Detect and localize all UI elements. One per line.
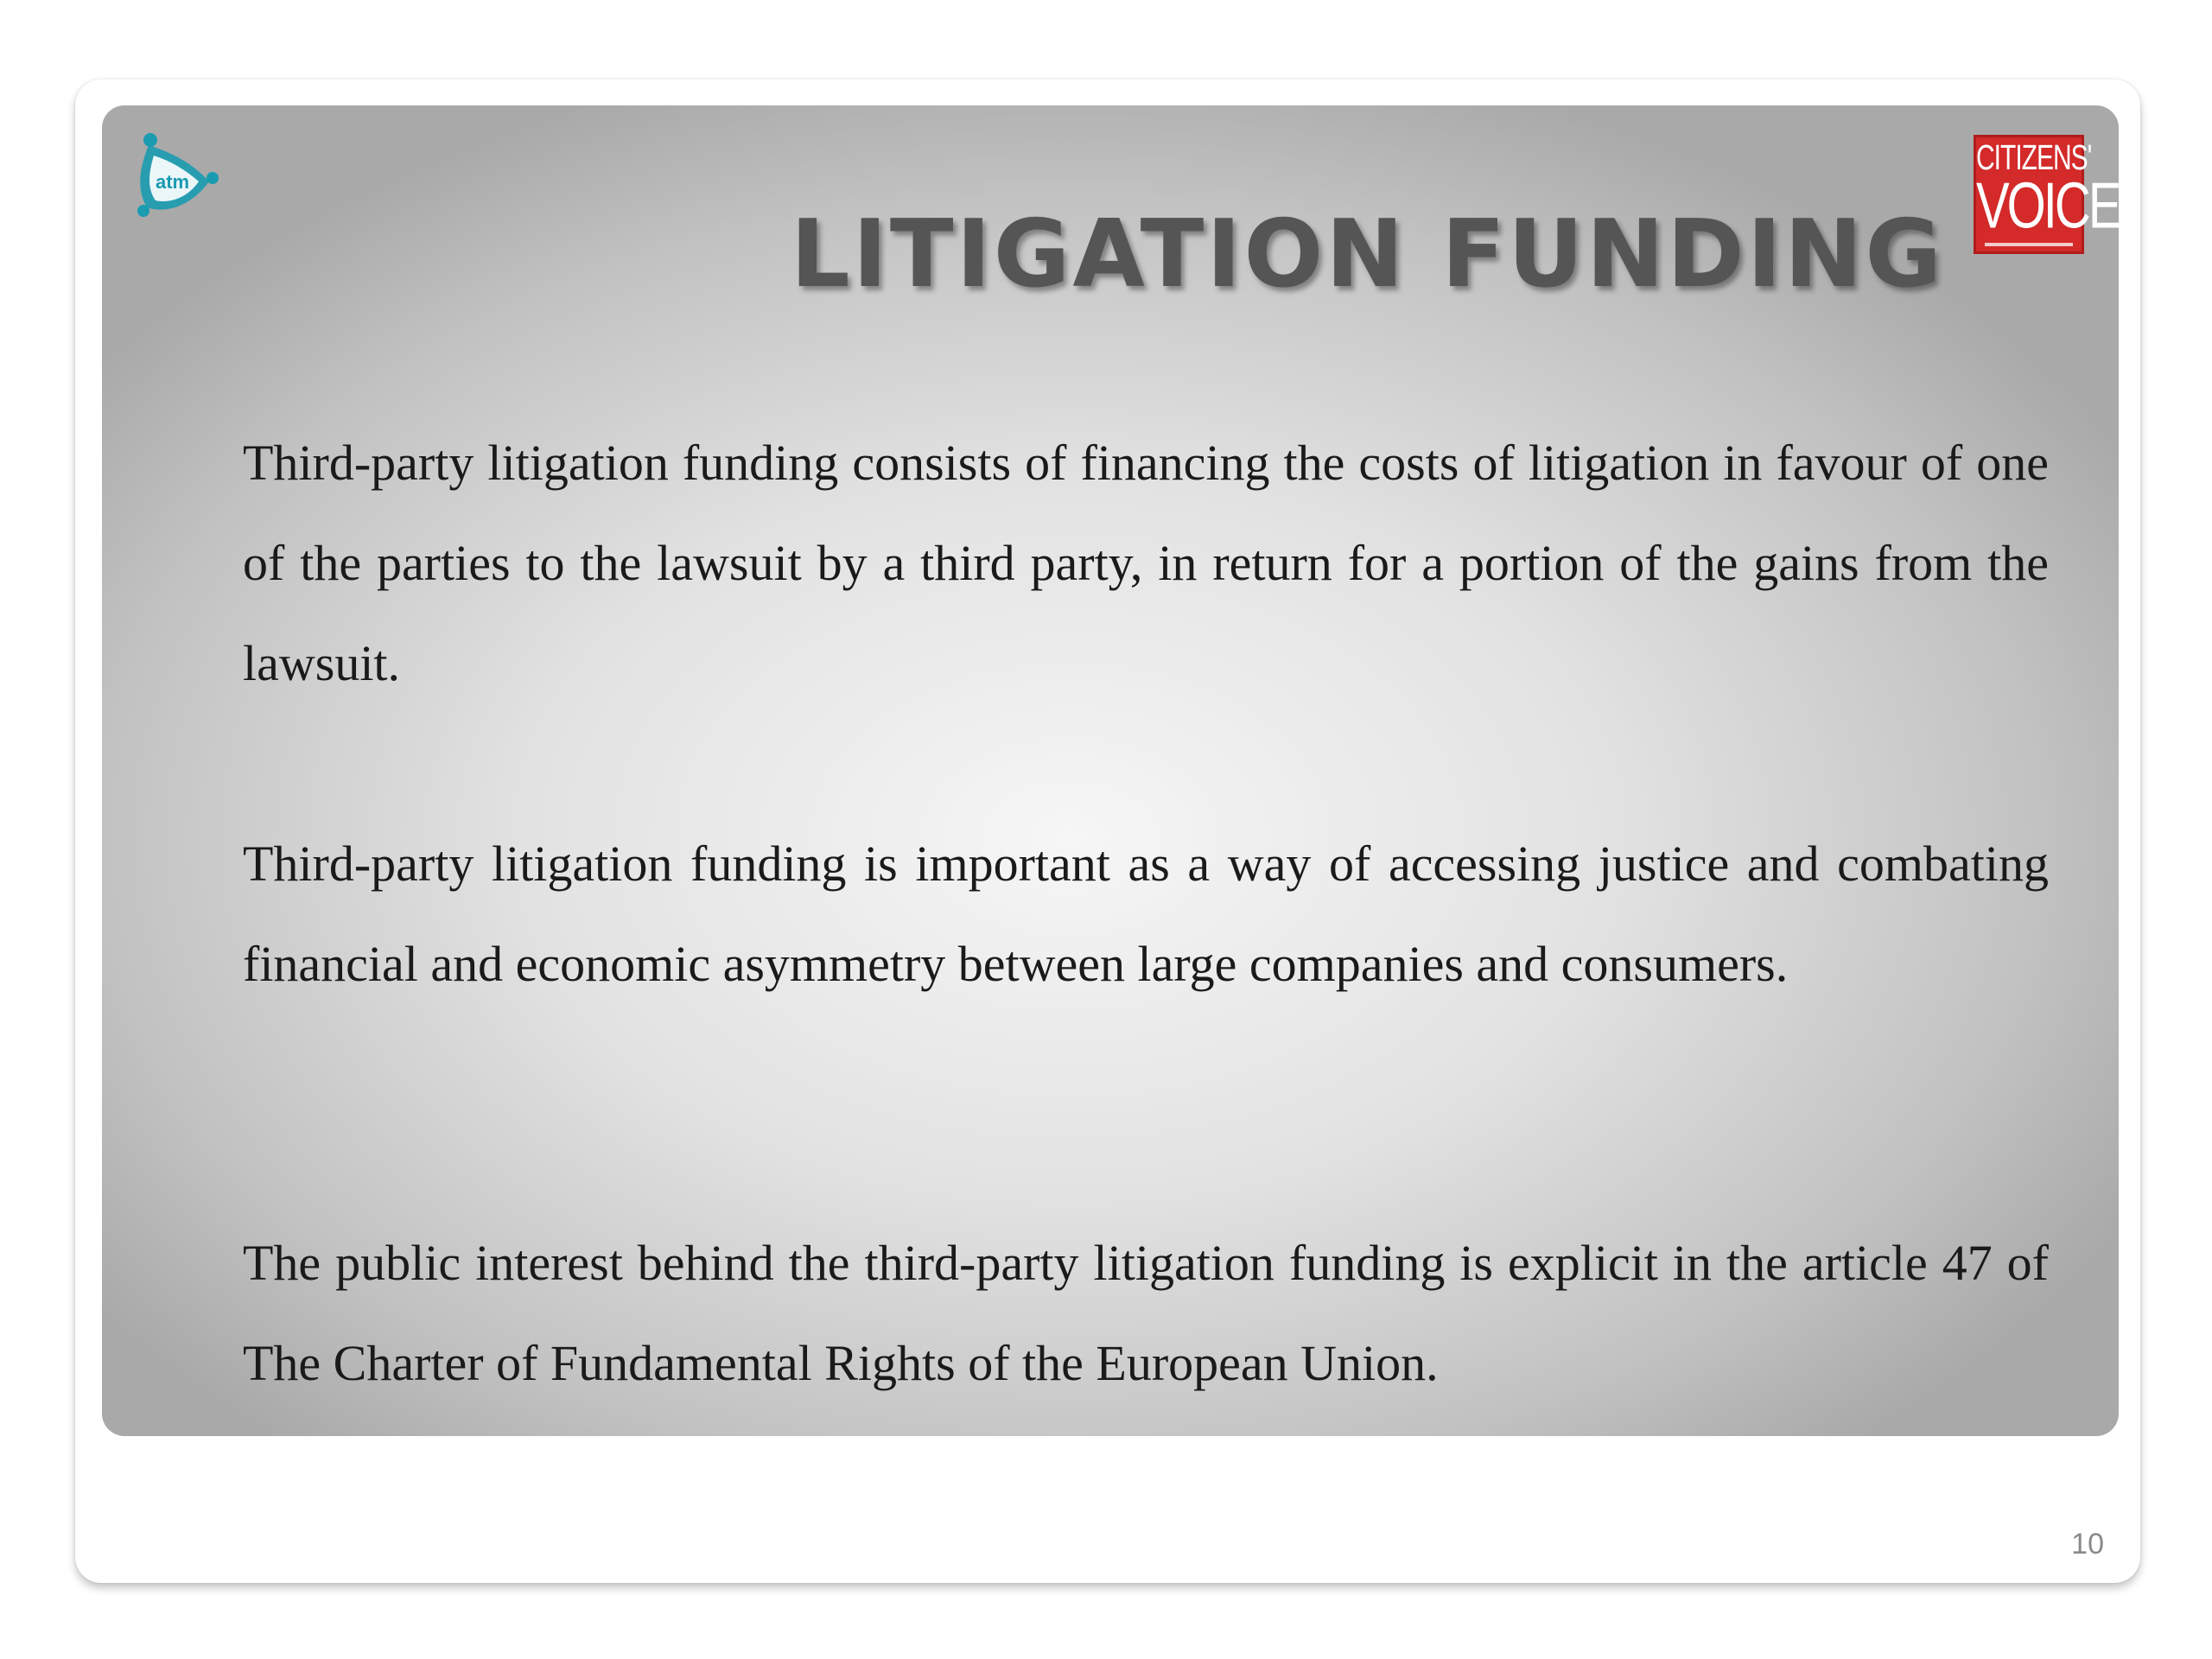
paragraph-public-interest: The public interest behind the third-party litigation funding is explicit in the article 47 of The Charter of Fundamental Rights of the European Union.: [243, 1235, 2049, 1391]
logo-strip: [1985, 243, 2073, 246]
page-number: 10: [2071, 1528, 2104, 1560]
slide-title: LITIGATION FUNDING: [790, 200, 1944, 308]
atm-logo-icon: [123, 128, 218, 223]
citizens-voice-logo-icon: [1974, 135, 2120, 254]
slide-panel: [102, 105, 2119, 1436]
logo-line-voice: VOICE: [1976, 169, 2120, 243]
logo-line-citizens: CITIZENS': [1976, 139, 2092, 178]
svg-text:atm: atm: [156, 171, 190, 193]
paragraph-definition: Third-party litigation funding consists of financing the costs of litigation in favour of one of the parties to the lawsuit by a third party, in return for a portion of the gains from the lawsuit.: [243, 435, 2049, 691]
paragraph-importance: Third-party litigation funding is important as a way of accessing justice and combating financial and economic asymmetry between large companies and consumers.: [243, 836, 2049, 992]
